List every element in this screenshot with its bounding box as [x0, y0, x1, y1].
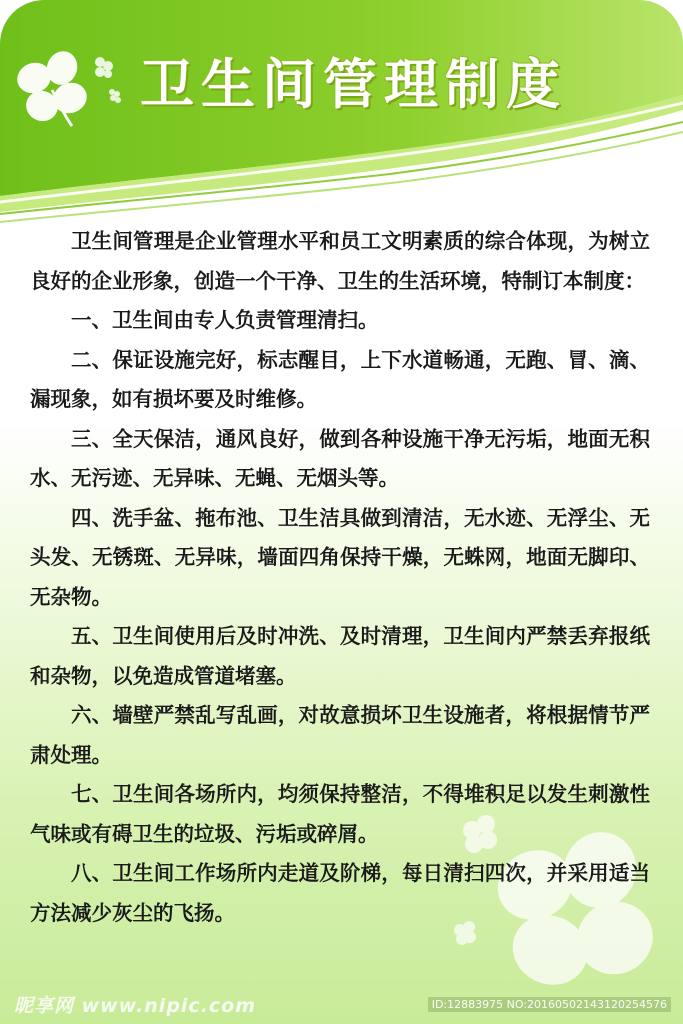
rule-7: 七、卫生间各场所内，均须保持整洁，不得堆积足以发生刺激性气味或有碍卫生的垃圾、污垢或碎屑。 — [30, 782, 650, 846]
rule-6: 六、墙壁严禁乱写乱画，对故意损坏卫生设施者，将根据情节严肃处理。 — [30, 703, 650, 767]
regulation-text — [30, 222, 650, 933]
page-title: 卫生间管理制度 — [140, 53, 567, 116]
rule-5: 五、卫生间使用后及时冲洗、及时清理，卫生间内严禁丢弃报纸和杂物，以免造成管道堵塞。 — [30, 624, 650, 688]
rule-2: 二、保证设施完好，标志醒目，上下水道畅通，无跑、冒、滴、漏现象，如有损坏要及时维修。 — [30, 347, 650, 411]
rule-3: 三、全天保洁，通风良好，做到各种设施干净无污垢，地面无积水、无污迹、无异味、无蝇、无烟头等。 — [30, 426, 650, 490]
rule-1: 一、卫生间由专人负责管理清扫。 — [71, 308, 379, 332]
watermark-logo: 昵享网 www.nipic.com — [14, 995, 257, 1017]
watermark-id: ID:12883975 NO:20160502143120254576 — [428, 997, 671, 1012]
rule-8: 八、卫生间工作场所内走道及阶梯，每日清扫四次，并采用适当方法减少灰尘的飞扬。 — [30, 861, 650, 925]
intro-paragraph: 卫生间管理是企业管理水平和员工文明素质的综合体现，为树立良好的企业形象，创造一个干净、卫生的生活环境，特制订本制度： — [30, 229, 650, 293]
rule-4: 四、洗手盆、拖布池、卫生洁具做到清洁，无水迹、无浮尘、无头发、无锈斑、无异味，墙面四角保持干燥，无蛛网，地面无脚印、无杂物。 — [30, 505, 650, 609]
